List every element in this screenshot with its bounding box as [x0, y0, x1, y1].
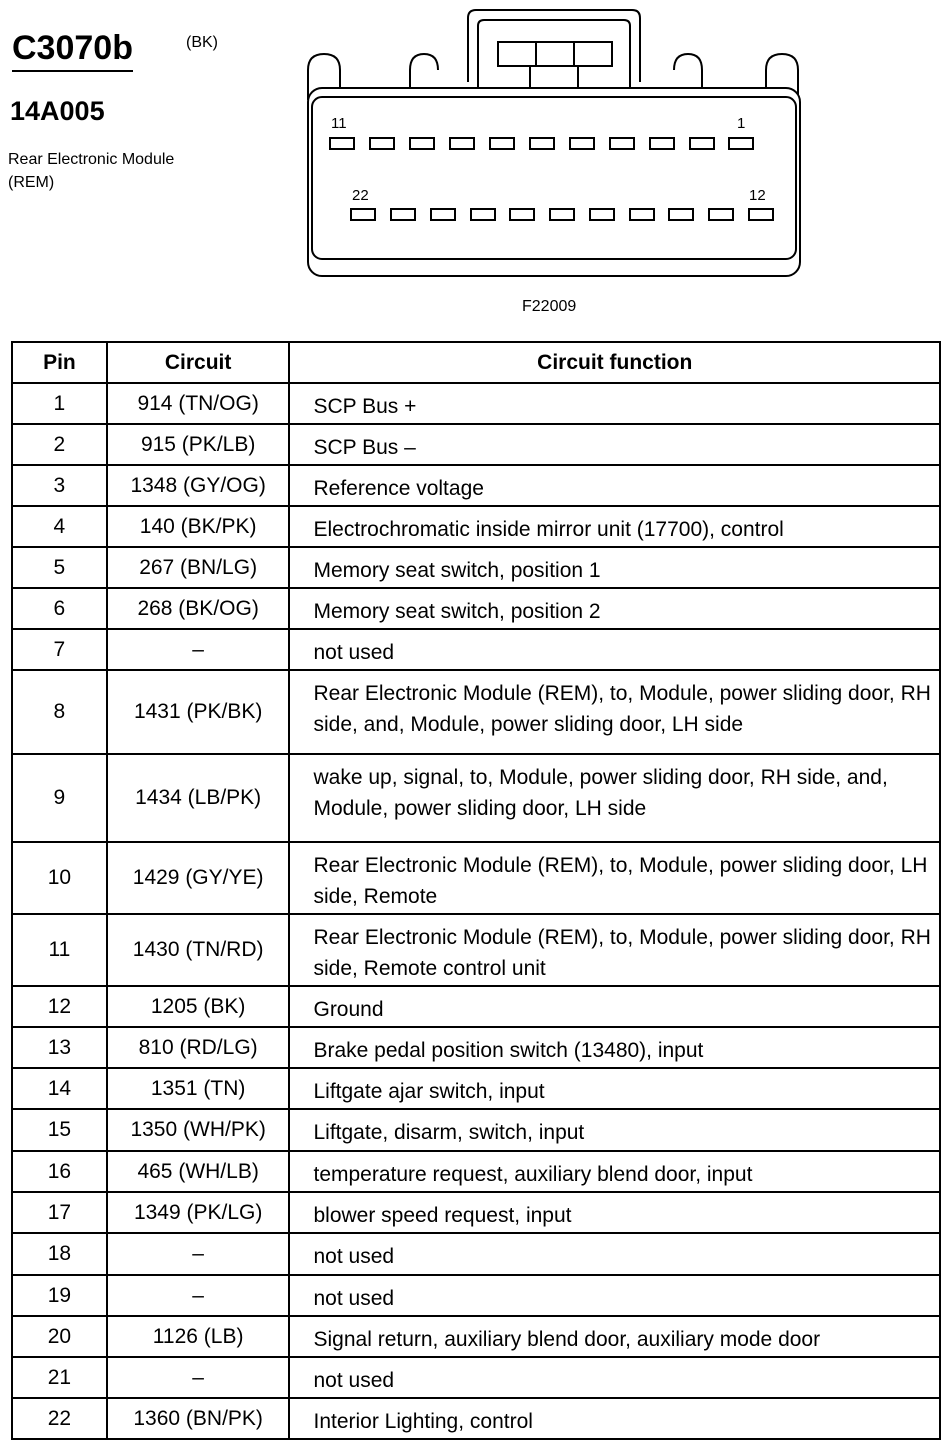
pin-cell: 8	[12, 670, 107, 754]
table-row	[12, 588, 940, 629]
function-cell: Liftgate, disarm, switch, input	[289, 1109, 940, 1151]
function-cell: SCP Bus +	[289, 383, 940, 424]
circuit-cell: 268 (BK/OG)	[107, 588, 290, 629]
function-cell: Memory seat switch, position 1	[289, 547, 940, 588]
table-row	[12, 1109, 940, 1151]
circuit-cell: 1434 (LB/PK)	[107, 754, 290, 842]
function-cell: Ground	[289, 986, 940, 1027]
table-row	[12, 670, 940, 754]
pin-cell: 18	[12, 1233, 107, 1275]
header-circuit: Circuit	[107, 342, 290, 383]
pin-cell: 7	[12, 629, 107, 670]
connector-color: (BK)	[186, 34, 218, 51]
table-row	[12, 629, 940, 670]
circuit-cell: –	[107, 1233, 290, 1275]
pin-label-22: 22	[352, 187, 369, 204]
function-cell: Reference voltage	[289, 465, 940, 506]
function-cell: Brake pedal position switch (13480), input	[289, 1027, 940, 1068]
table-row	[12, 424, 940, 465]
table-row	[12, 547, 940, 588]
table-row	[12, 1357, 940, 1398]
pin-label-11: 11	[331, 115, 347, 132]
function-cell: Interior Lighting, control	[289, 1398, 940, 1439]
circuit-cell: –	[107, 629, 290, 670]
circuit-cell: 267 (BN/LG)	[107, 547, 290, 588]
table-row	[12, 1151, 940, 1192]
module-name: Rear Electronic Module (REM)	[8, 151, 175, 191]
pin-label-1: 1	[737, 115, 746, 132]
function-cell: not used	[289, 1233, 940, 1275]
table-row	[12, 914, 940, 986]
function-cell: not used	[289, 1275, 940, 1316]
table-row	[12, 1275, 940, 1316]
figure-id: F22009	[522, 298, 577, 315]
function-cell: blower speed request, input	[289, 1192, 940, 1233]
table-row	[12, 1068, 940, 1109]
pin-cell: 20	[12, 1316, 107, 1357]
pin-cell: 12	[12, 986, 107, 1027]
function-cell: not used	[289, 1357, 940, 1398]
circuit-cell: 810 (RD/LG)	[107, 1027, 290, 1068]
circuit-cell: 1429 (GY/YE)	[107, 842, 290, 914]
function-cell: Rear Electronic Module (REM), to, Module, power sliding door, RH side, Remote control unit	[289, 914, 940, 986]
pin-cell: 11	[12, 914, 107, 986]
circuit-cell: 140 (BK/PK)	[107, 506, 290, 547]
pin-cell: 5	[12, 547, 107, 588]
circuit-cell: 1126 (LB)	[107, 1316, 290, 1357]
circuit-cell: 1360 (BN/PK)	[107, 1398, 290, 1439]
connector-id: C3070b	[12, 28, 133, 72]
function-cell: temperature request, auxiliary blend door, input	[289, 1151, 940, 1192]
pin-cell: 3	[12, 465, 107, 506]
circuit-cell: 1351 (TN)	[107, 1068, 290, 1109]
circuit-cell: 1348 (GY/OG)	[107, 465, 290, 506]
table-row	[12, 1398, 940, 1439]
table-row	[12, 1027, 940, 1068]
function-cell: wake up, signal, to, Module, power sliding door, RH side, and, Module, power sliding door, LH side	[289, 754, 940, 842]
pinout-table	[11, 341, 941, 1440]
table-header-row	[12, 342, 940, 383]
pin-cell: 13	[12, 1027, 107, 1068]
pinout-rows	[12, 383, 940, 1439]
circuit-cell: 914 (TN/OG)	[107, 383, 290, 424]
table-row	[12, 1192, 940, 1233]
pin-cell: 4	[12, 506, 107, 547]
function-cell: Liftgate ajar switch, input	[289, 1068, 940, 1109]
function-cell: Rear Electronic Module (REM), to, Module, power sliding door, RH side, and, Module, power sliding door, LH side	[289, 670, 940, 754]
table-row	[12, 1316, 940, 1357]
part-number: 14A005	[10, 96, 105, 126]
pin-cell: 9	[12, 754, 107, 842]
circuit-cell: 915 (PK/LB)	[107, 424, 290, 465]
header-function: Circuit function	[289, 342, 940, 383]
function-cell: Signal return, auxiliary blend door, auxiliary mode door	[289, 1316, 940, 1357]
circuit-cell: 1349 (PK/LG)	[107, 1192, 290, 1233]
pin-cell: 16	[12, 1151, 107, 1192]
table-row	[12, 754, 940, 842]
table-row	[12, 986, 940, 1027]
circuit-cell: 1431 (PK/BK)	[107, 670, 290, 754]
pin-cell: 21	[12, 1357, 107, 1398]
pin-cell: 19	[12, 1275, 107, 1316]
circuit-cell: 1430 (TN/RD)	[107, 914, 290, 986]
pin-label-12: 12	[749, 187, 766, 204]
function-cell: not used	[289, 629, 940, 670]
pin-cell: 15	[12, 1109, 107, 1151]
function-cell: Memory seat switch, position 2	[289, 588, 940, 629]
pin-cell: 2	[12, 424, 107, 465]
pin-cell: 22	[12, 1398, 107, 1439]
function-cell: SCP Bus –	[289, 424, 940, 465]
pin-cell: 6	[12, 588, 107, 629]
header-pin: Pin	[12, 342, 107, 383]
pin-cell: 1	[12, 383, 107, 424]
table-row	[12, 506, 940, 547]
table-row	[12, 1233, 940, 1275]
table-row	[12, 383, 940, 424]
pin-cell: 10	[12, 842, 107, 914]
circuit-cell: 1350 (WH/PK)	[107, 1109, 290, 1151]
connector-face-diagram	[0, 0, 951, 330]
table-row	[12, 465, 940, 506]
function-cell: Rear Electronic Module (REM), to, Module, power sliding door, LH side, Remote	[289, 842, 940, 914]
pin-cell: 17	[12, 1192, 107, 1233]
circuit-cell: 465 (WH/LB)	[107, 1151, 290, 1192]
circuit-cell: 1205 (BK)	[107, 986, 290, 1027]
pin-cell: 14	[12, 1068, 107, 1109]
circuit-cell: –	[107, 1357, 290, 1398]
table-row	[12, 842, 940, 914]
function-cell: Electrochromatic inside mirror unit (17700), control	[289, 506, 940, 547]
circuit-cell: –	[107, 1275, 290, 1316]
